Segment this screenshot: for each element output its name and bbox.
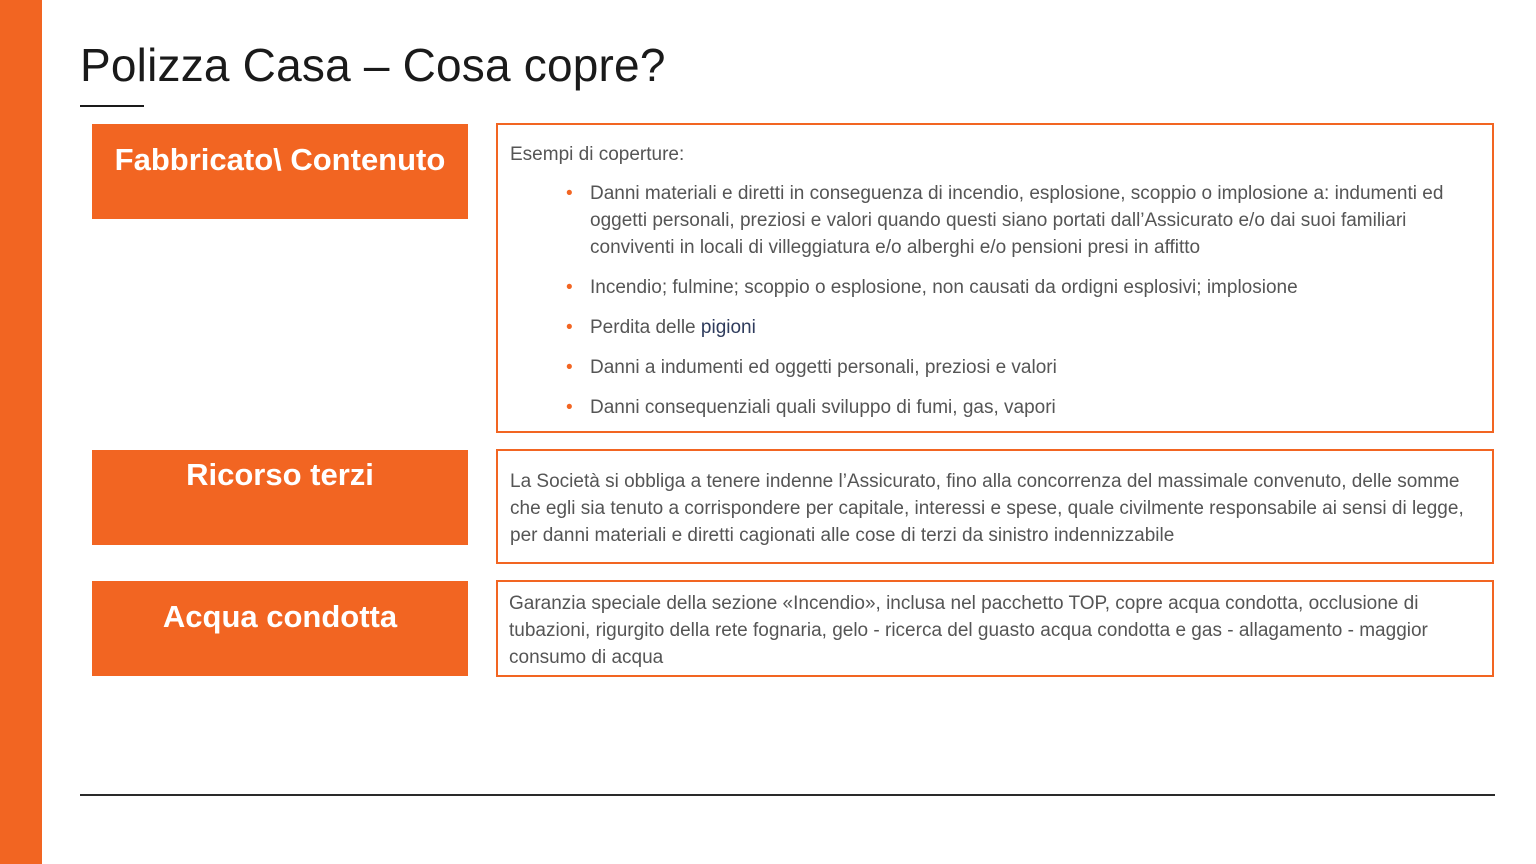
highlighted-term: pigioni bbox=[700, 317, 756, 338]
list-item-text: Incendio; fulmine; scoppio o esplosione, non causati da ordigni esplosivi; implosione bbox=[590, 277, 1298, 298]
section-body-text: La Società si obbliga a tenere indenne l’Assicurato, fino alla concorrenza del massimale convenuto, delle somme che egli sia tenuto a corrispondere per capitale, interessi e spese, quale civilmente responsabile ai sensi di legge, per danni materiali e diretti cagionati alle cose di terzi da sinistro indennizzabile bbox=[510, 471, 1464, 546]
bullet-icon: • bbox=[566, 277, 573, 298]
section-label-text: Acqua condotta bbox=[162, 599, 398, 634]
list-item bbox=[566, 394, 1480, 421]
page-title: Polizza Casa – Cosa copre? bbox=[80, 39, 666, 91]
list-item-text: Danni a indumenti ed oggetti personali, preziosi e valori bbox=[590, 357, 1057, 378]
bullet-icon: • bbox=[566, 183, 573, 204]
bullet-icon: • bbox=[566, 397, 573, 418]
footer-divider bbox=[80, 794, 1495, 796]
list-item bbox=[566, 354, 1480, 381]
bullet-icon: • bbox=[566, 317, 573, 338]
section-content-fabbricato bbox=[496, 123, 1494, 433]
list-item bbox=[566, 274, 1480, 301]
accent-side-bar bbox=[0, 0, 42, 864]
section-label-acqua-condotta bbox=[92, 581, 468, 676]
section-label-text: Fabbricato\ Contenuto bbox=[114, 142, 446, 177]
list-item-text: Perdita delle bbox=[590, 317, 701, 338]
title-underline bbox=[80, 105, 144, 107]
list-item-text: Danni consequenziali quali sviluppo di fumi, gas, vapori bbox=[590, 397, 1056, 418]
section-label-fabbricato bbox=[92, 124, 468, 219]
section-content-ricorso-terzi bbox=[496, 449, 1494, 564]
section-label-ricorso-terzi bbox=[92, 450, 468, 545]
section-content-acqua-condotta bbox=[496, 580, 1494, 677]
bullet-icon: • bbox=[566, 357, 573, 378]
list-item bbox=[566, 314, 1480, 341]
coverage-list bbox=[510, 180, 1480, 421]
coverage-intro: Esempi di coperture: bbox=[510, 144, 685, 165]
list-item bbox=[566, 180, 1480, 261]
section-label-text: Ricorso terzi bbox=[186, 457, 374, 492]
list-item-text: Danni materiali e diretti in conseguenza di incendio, esplosione, scoppio o implosione a: indumenti ed oggetti personali, preziosi e valori quando questi siano portati dall’Assicurato e/o dai suoi familiari conviventi in locali di villeggiatura e/o alberghi e/o pensioni presi in affitto bbox=[590, 183, 1444, 258]
section-body-text: Garanzia speciale della sezione «Incendio», inclusa nel pacchetto TOP, copre acqua condotta, occlusione di tubazioni, rigurgito della rete fognaria, gelo - ricerca del guasto acqua condotta e gas - allagamento - maggior consumo di acqua bbox=[509, 593, 1428, 668]
